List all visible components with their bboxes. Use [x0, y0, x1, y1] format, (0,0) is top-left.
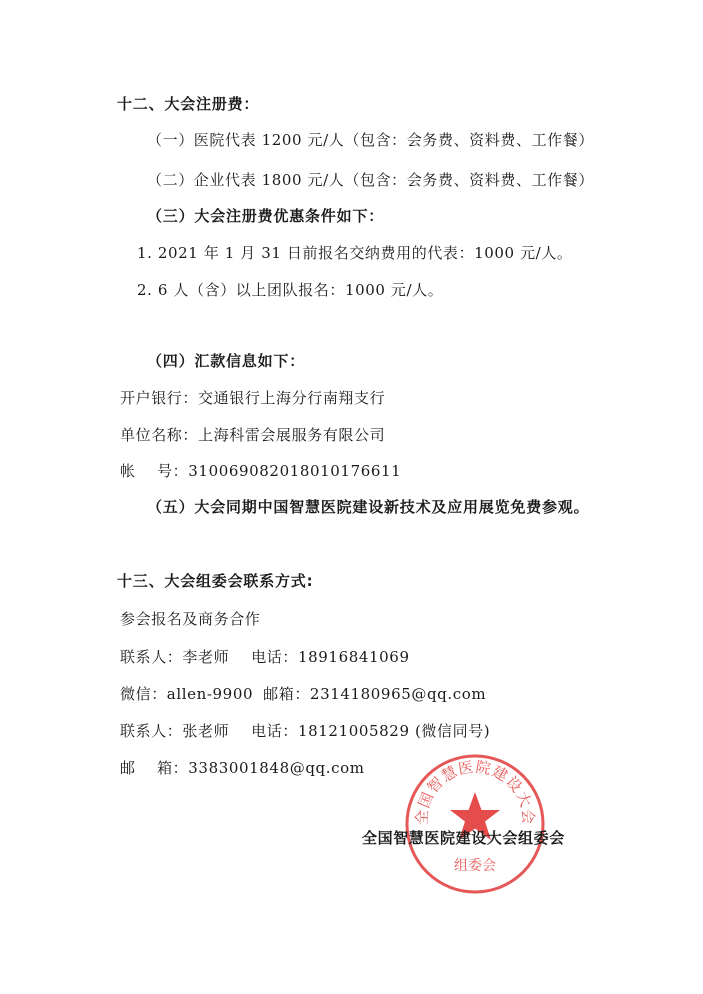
expo-note: （五）大会同期中国智慧医院建设新技术及应用展览免费参观。: [147, 498, 590, 516]
email2-row: [120, 758, 365, 778]
contact-intro: 参会报名及商务合作: [120, 610, 261, 628]
signature: 全国智慧医院建设大会组委会: [362, 829, 565, 847]
section-12-heading: 十二、大会注册费：: [117, 95, 260, 113]
wechat-email-row: [120, 684, 486, 704]
remit-account-label: 帐 号：: [120, 462, 189, 480]
remit-account-row: [120, 461, 401, 481]
remit-unit-value: 上海科雷会展服务有限公司: [198, 426, 386, 444]
discount-heading: （三）大会注册费优惠条件如下：: [147, 207, 385, 225]
organizing-committee-seal: [403, 752, 547, 896]
remit-unit-row: [120, 425, 385, 445]
contact1-name: 联系人：李老师: [120, 648, 230, 666]
wechat-id: 微信：allen-9900: [120, 685, 254, 703]
discount-item-group: 2. 6 人（含）以上团队报名：1000 元/人。: [137, 281, 444, 299]
seal-ring-text: 全国智慧医院建设大会: [412, 757, 538, 826]
remit-bank-row: [120, 388, 385, 408]
remit-bank-label: 开户银行：: [120, 389, 199, 407]
section-13-heading: 十三、大会组委会联系方式:: [117, 572, 314, 590]
contact1-row: [120, 647, 410, 667]
remit-account-value: 310069082018010176611: [188, 462, 402, 480]
seal-bottom-text: 组委会: [454, 858, 496, 874]
remit-unit-label: 单位名称：: [120, 426, 199, 444]
fee-item-enterprise: （二）企业代表 1800 元/人（包含：会务费、资料费、工作餐）: [147, 171, 594, 189]
contact2-name: 联系人：张老师: [120, 722, 230, 740]
remit-bank-value: 交通银行上海分行南翔支行: [198, 389, 386, 407]
email1: 邮箱：2314180965@qq.com: [263, 685, 487, 703]
contact2-phone: 电话：18121005829 (微信同号): [251, 722, 491, 740]
remit-heading: （四）汇款信息如下：: [147, 352, 306, 370]
contact2-row: [120, 721, 490, 741]
discount-item-early: 1. 2021 年 1 月 31 日前报名交纳费用的代表：1000 元/人。: [137, 244, 573, 262]
fee-item-hospital: （一）医院代表 1200 元/人（包含：会务费、资料费、工作餐）: [147, 131, 594, 149]
contact1-phone: 电话：18916841069: [251, 648, 410, 666]
email2-label: 邮 箱：: [120, 759, 189, 777]
email2-value: 3383001848@qq.com: [188, 759, 365, 777]
